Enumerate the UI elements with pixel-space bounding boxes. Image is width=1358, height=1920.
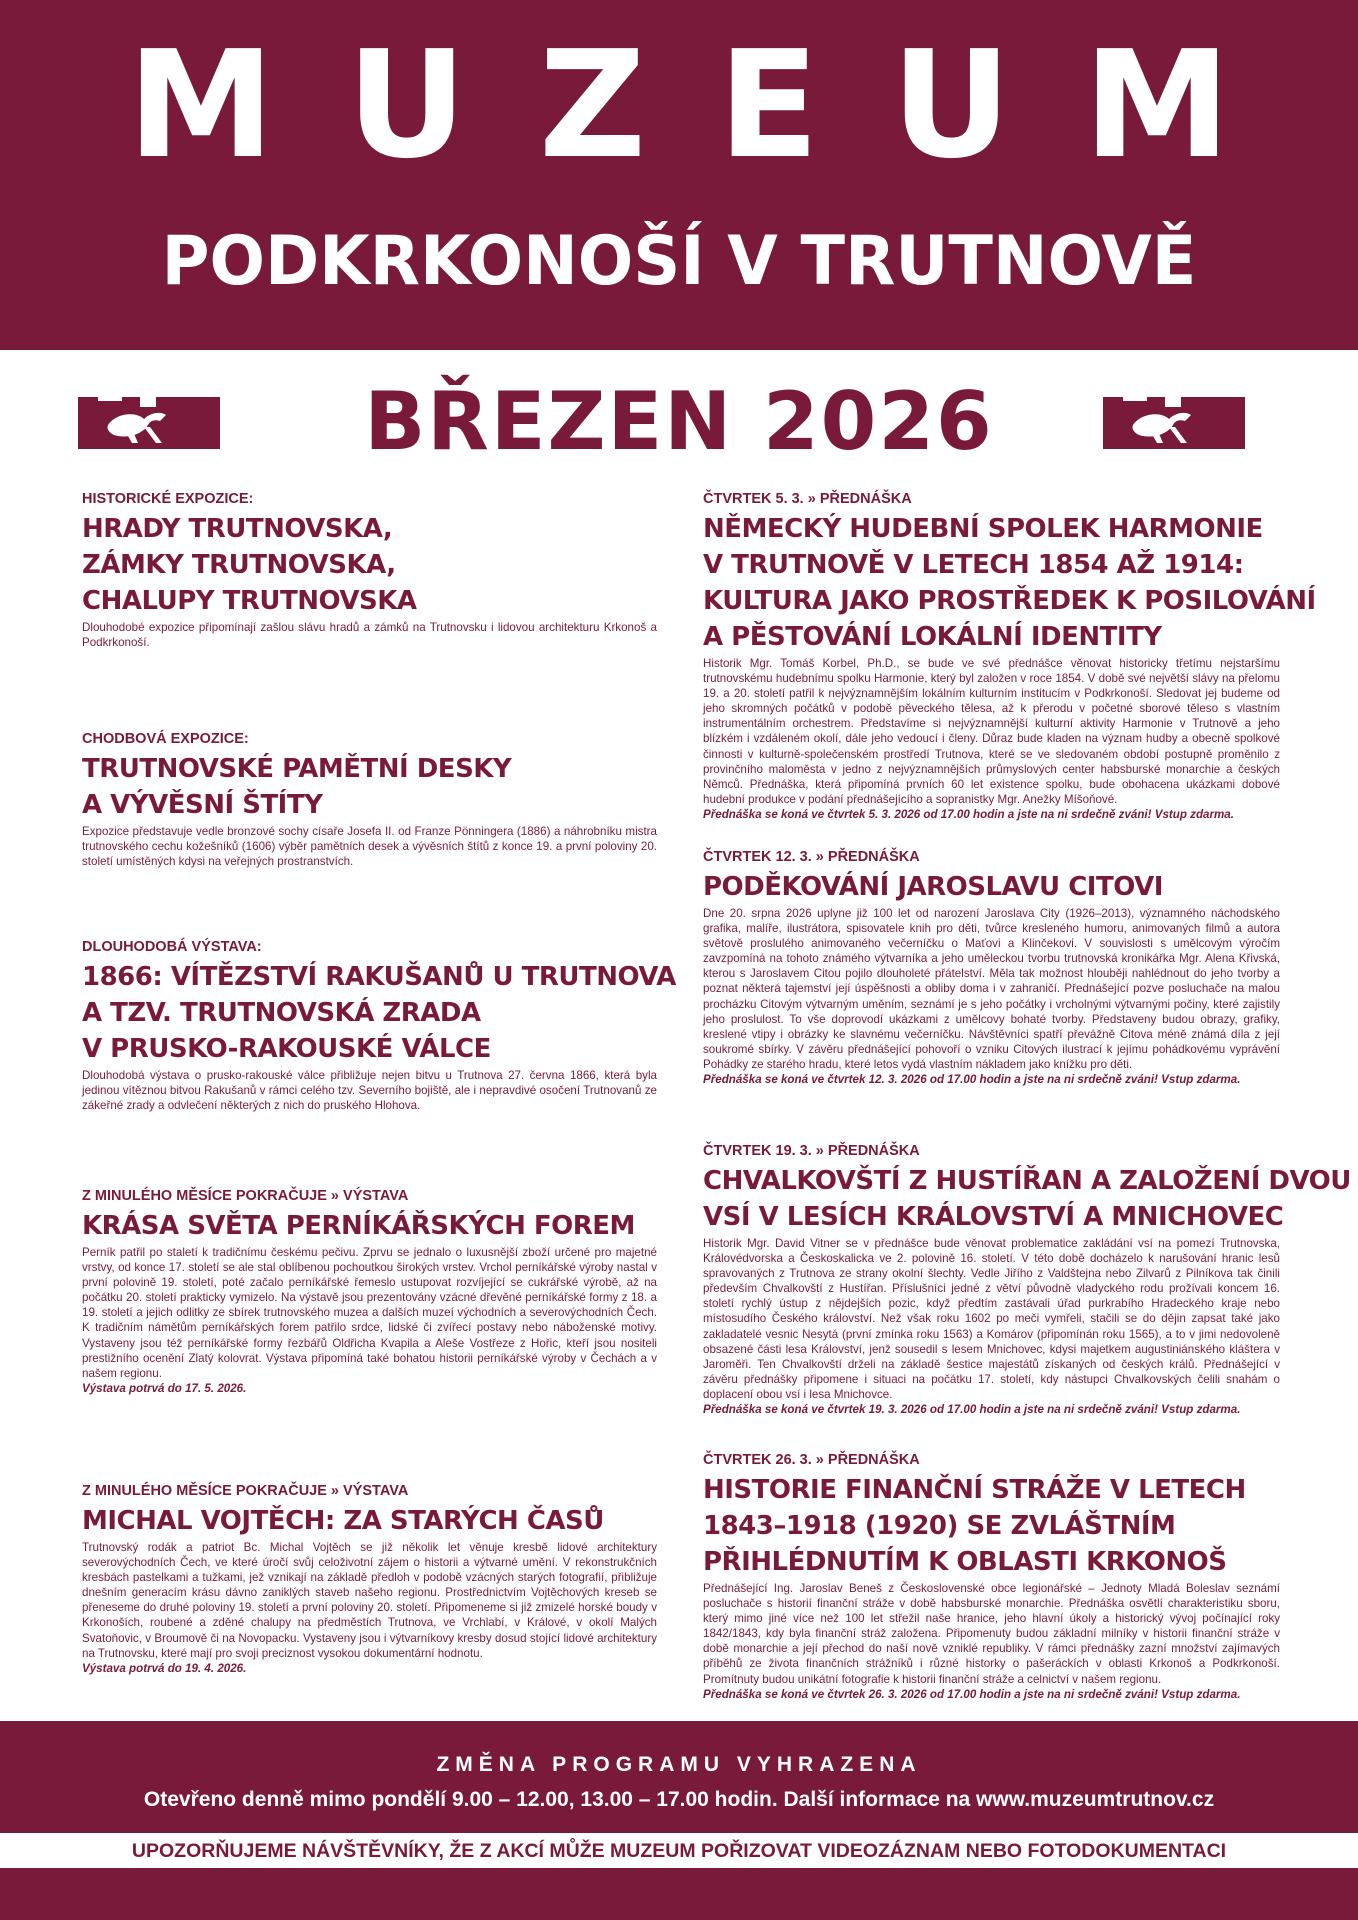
event-item [82, 1187, 657, 1396]
event-title-line: CHVALKOVŠTÍ Z HUSTÍŘAN A ZALOŽENÍ DVOU [703, 1166, 1351, 1196]
event-title [82, 1208, 657, 1244]
event-title [703, 1163, 1351, 1235]
event-description: Expozice představuje vedle bronzové sochy císaře Josefa II. od Franze Pönningera (1886) a náhrobníku mistra trutnovského cechu kožešníků (1606) výběr pamětních desek a vývěsních štítů z konce 19. a první poloviny 20. století umístěných kdysi na veřejných prostranstvích. [82, 825, 657, 869]
event-title [703, 869, 1280, 905]
event-kicker: HISTORICKÉ EXPOZICE: [82, 491, 254, 507]
event-note: Přednáška se koná ve čtvrtek 26. 3. 2026 od 17.00 hodin a jste na ni srdečně zváni! Vstup zdarma. [703, 1687, 1241, 1701]
event-note: Výstava potrvá do 19. 4. 2026. [82, 1661, 247, 1675]
event-title-line: 1866: VÍTĚZSTVÍ RAKUŠANŮ U TRUTNOVA [82, 962, 676, 992]
event-item [703, 1142, 1351, 1417]
bottom-bar [0, 1868, 1358, 1920]
event-description: Historik Mgr. David Vitner se v přednášce bude věnovat problematice zakládání vsí na pomezí Trutnovska, Královédvorska a Českoskalicka ve 2. polovině 16. století. V této době docházelo k narušování hranic lesů spravovaných z Trutnova ze strany okolní šlechty. Vedle Jiřího z Valdštejna nebo Zilvarů z Pilníkova tak činili především Chvalkovští z Hustířan. Příslušníci jedné z větví původně vladyckého rodu prožívali koncem 16. století rychlý ústup z nějdejších pozic, když předtím zastávali úřad purkrabího Hradeckého kraje nebo místosudího Českého království. Než však roku 1602 po meči vymřeli, stačili se do dějin zapsat také jako zakladatelé vesnic Nesytá (první zmínka roku 1563) a Komárov (připomínán roku 1565), a to v jimi nedovoleně obsazené části lesa Království, jenž sousedil s lesem Mnichovec, kdysi majetkem augustiniánského kláštera v Jaroměři. Ten Chvalkovští drželi na základě šestice majestátů získaných od českých králů. Přednášející v závěru přednášky připomene i situaci na počátku 17. století, kdy nástupci Chvalkovských čelili snahám o doplacení obou vsí i lesa Mnichovce. [703, 1237, 1280, 1401]
event-title-line: ZÁMKY TRUTNOVSKA, [82, 550, 396, 580]
event-title-line: PODĚKOVÁNÍ JAROSLAVU CITOVI [703, 872, 1163, 902]
event-kicker: ČTVRTEK 12. 3. » PŘEDNÁŠKA [703, 849, 920, 865]
museum-subtitle: PODKRKONOŠÍ V TRUTNOVĚ [161, 222, 1197, 301]
event-item [82, 938, 676, 1113]
event-title-line: CHALUPY TRUTNOVSKA [82, 586, 417, 616]
event-note: Přednáška se koná ve čtvrtek 12. 3. 2026 od 17.00 hodin a jste na ni srdečně zváni! Vstup zdarma. [703, 1073, 1241, 1087]
footer-banner [0, 1721, 1358, 1833]
event-title-line: 1843–1918 (1920) SE ZVLÁŠTNÍM [703, 1511, 1176, 1541]
event-note: Výstava potrvá do 17. 5. 2026. [82, 1381, 247, 1395]
event-item [703, 490, 1316, 822]
event-title-line: KRÁSA SVĚTA PERNÍKÁŘSKÝCH FOREM [82, 1211, 635, 1241]
event-kicker: Z MINULÉHO MĚSÍCE POKRAČUJE » VÝSTAVA [82, 1483, 409, 1499]
event-item [703, 848, 1280, 1087]
event-title-line: KULTURA JAKO PROSTŘEDEK K POSILOVÁNÍ [703, 586, 1316, 616]
event-description: Trutnovský rodák a patriot Bc. Michal Vojtěch se již několik let věnuje kresbě lidové architektury severovýchodních Čech, ve které úročí svůj celoživotní zájem o historii a výtvarné umění. V rekonstrukčních kresbách pastelkami a tužkami, jež vznikají na základě předloh v podobě vzácných starých fotografií, přibližuje dnešním generacím krásu dávno zaniklých staveb našeho regionu. Prostřednictvím Vojtěchových kreseb se přeneseme do druhé poloviny 19. století a první poloviny 20. století. Připomeneme si již zmizelé horské boudy v Krkonoších, roubené a zděné chalupy na předměstích Trutnova, ve Vrchlabí, v Králové, v okolí Malých Svatoňovic, v Broumově či na Novopacku. Vystaveny jsou i výtvarníkovy kresby dosud stojící lidové architektury na Trutnovsku, které mají pro svoji preciznost vysokou dokumentární hodnotu. [82, 1541, 657, 1660]
event-title [82, 1503, 657, 1539]
event-description: Dlouhodobá výstava o prusko-rakouské válce přibližuje nejen bitvu u Trutnova 27. června 1866, která byla jedinou vítěznou bitvou Rakušanů v rámci celého tzv. Severního bojiště, ale i nepravdivé osočení Trutnovanů ze zákeřné zrady a odvlečení některých z nich do pruského Hlohova. [82, 1069, 657, 1113]
event-title-line: A TZV. TRUTNOVSKÁ ZRADA [82, 998, 481, 1028]
event-item [703, 1451, 1280, 1702]
event-description: Historik Mgr. Tomáš Korbel, Ph.D., se bude ve své přednášce věnovat historicky třetímu nejstaršímu trutnovskému hudebnímu spolku Harmonie, který byl založen v roce 1854. V době své největší slávy na přelomu 19. a 20. století patřil k nejvýznamnějším lokálním kulturním institucím v Podkrkonoší. Sledovat jej budeme od jeho skromných počátků v podobě pěveckého tělesa, až k přerodu v početné sborové těleso s vlastním instrumentálním orchestrem. Představíme si nejvýznamnější kulturní aktivity Harmonie v Trutnově a jeho blízkém i vzdáleném okolí, dále jeho vedoucí i členy. Důraz bude kladen na význam hudby a obecně spolkové činnosti v kulturně-společenském prostředí Trutnova, které se ve sledovaném období postupně proměnilo z provinčního maloměsta v jedno z nejvýznamnějších průmyslových center habsburské monarchie a českých Němců. Přednáška, která připomíná prvních 60 let existence spolku, bude obohacena ukázkami dobové hudební produkce v podání přednášejícího a sopranistky Mgr. Anežky Míšoňové. [703, 657, 1280, 806]
event-title [82, 959, 676, 1067]
museum-title: MUZEUM [127, 19, 1303, 191]
event-title-line: VSÍ V LESÍCH KRÁLOVSTVÍ A MNICHOVEC [703, 1202, 1284, 1232]
event-title-line: V PRUSKO-RAKOUSKÉ VÁLCE [82, 1034, 491, 1064]
event-title-line: NĚMECKÝ HUDEBNÍ SPOLEK HARMONIE [703, 514, 1263, 544]
event-title [703, 511, 1316, 655]
event-title [82, 751, 657, 823]
event-kicker: ČTVRTEK 26. 3. » PŘEDNÁŠKA [703, 1452, 920, 1468]
event-description: Přednášející Ing. Jaroslav Beneš z Československé obce legionářské – Jednoty Mladá Boleslav seznámí posluchače s historií finanční stráže v době habsburské monarchie. Přednáška osvětlí charakteristiku sboru, který mimo jiné více než 100 let střežil naše hranice, jeho hlavní úkoly a historický vývoj počínající roky 1842/1843, kdy byla finanční stráž založena. Připomenuty budou základní milníky v historii finanční stráže v době monarchie a její přechod do naší nově vzniklé republiky. V rámci přednášky zazní množství zajímavých příběhů ze života finančních strážníků i různé historky o pašeráckích v oblasti Krkonoš a Podkrkonoší. Promítnuty budou unikátní fotografie k historii finanční stráže a celnictví v našem regionu. [703, 1582, 1280, 1686]
event-description: Dne 20. srpna 2026 uplyne již 100 let od narození Jaroslava City (1926–2013), významného náchodského grafika, malíře, ilustrátora, spisovatele knih pro děti, tvůrce kresleného humoru, animovaných filmů a autora světově proslulého animovaného večerníčku o Maťovi a Klinčekovi. V souvislosti s umělcovým výročím zavzpomíná na tohoto známého výtvarníka a jeho uměleckou tvorbu trutnovská kronikářka Mgr. Alena Křivská, kterou s Jaroslavem Citou pojilo dlouholeté přátelství. Měla tak možnost hlouběji nahlédnout do jeho tvorby a poznat některá tajemství její úspěšnosti a obliby doma i v zahraničí. Přednášející pozve posluchače na malou procházku Citovým výtvarným uměním, seznámí je s jeho počátky i vrcholnými výtvarnými počiny, které zajistily jeho proslulost. To vše doprovodí ukázkami z umělcovy bohaté tvorby. Představeny budou obrazy, grafiky, kreslené vtipy i obrázky ke slavnému večerníčku. Návštěvníci spatří převážně Citova méně známá díla z její soukromé sbírky. V závěru přednášející pohovoří o vzniku Citových ilustrací k jejímu pohádkovému vyprávění Pohádky ze starého hradu, které letos vydá vlastním nákladem jako knížku pro děti. [703, 907, 1280, 1071]
event-kicker: ČTVRTEK 5. 3. » PŘEDNÁŠKA [703, 491, 912, 507]
event-title-line: V TRUTNOVĚ V LETECH 1854 AŽ 1914: [703, 550, 1244, 580]
event-description: Dlouhodobé expozice připomínají zašlou slávu hradů a zámků na Trutnovsku i lidovou architekturu Krkonoš a Podkrkonoší. [82, 621, 657, 650]
event-title-line: TRUTNOVSKÉ PAMĚTNÍ DESKY [82, 754, 512, 784]
event-title [703, 1472, 1280, 1580]
event-item [82, 490, 657, 650]
opening-hours: Otevřeno denně mimo pondělí 9.00 – 12.00, 13.00 – 17.00 hodin. Další informace na www.muzeumtrutnov.cz [143, 1788, 1215, 1811]
event-note: Přednáška se koná ve čtvrtek 19. 3. 2026 od 17.00 hodin a jste na ni srdečně zváni! Vstup zdarma. [703, 1403, 1241, 1417]
event-title-line: A VÝVĚSNÍ ŠTÍTY [82, 790, 323, 820]
recording-notice: UPOZORŇUJEME NÁVŠTĚVNÍKY, ŽE Z AKCÍ MŮŽE MUZEUM POŘIZOVAT VIDEOZÁZNAM NEBO FOTODOKUMENTACI [131, 1840, 1227, 1862]
month-heading: BŘEZEN 2026 [364, 375, 994, 468]
event-title-line: HRADY TRUTNOVSKA, [82, 514, 393, 544]
event-kicker: ČTVRTEK 19. 3. » PŘEDNÁŠKA [703, 1143, 920, 1159]
header-banner [0, 0, 1358, 350]
program-change-note: ZMĚNA PROGRAMU VYHRAZENA [436, 1753, 922, 1776]
event-item [82, 730, 657, 869]
event-item [82, 1482, 657, 1676]
event-title-line: A PĚSTOVÁNÍ LOKÁLNÍ IDENTITY [703, 622, 1162, 652]
event-kicker: Z MINULÉHO MĚSÍCE POKRAČUJE » VÝSTAVA [82, 1188, 409, 1204]
event-kicker: CHODBOVÁ EXPOZICE: [82, 731, 249, 747]
event-title-line: MICHAL VOJTĚCH: ZA STARÝCH ČASŮ [82, 1506, 604, 1536]
event-description: Perník patřil po staletí k tradičnímu českému pečivu. Zprvu se jednalo o luxusnější zboží určené pro majetné vrstvy, od konce 17. století se ale stal oblíbenou pochoutkou širokých vrstev. Vrchol perníkářské výroby nastal v první polovině 19. století, poté začalo perníkářské řemeslo ustupovat rozvíjející se cukrářské výrobě, až na počátku 20. století prakticky vymizelo. Na výstavě jsou prezentovány vzácné dřevěné perníkářské formy z 18. a 19. století a jejich odlitky ze sbírek trutnovského muzea a dalších muzeí východních a severovýchodních Čech. K tradičním námětům perníkářských forem patřilo srdce, lidské či zvířecí postavy nebo náboženské motivy. Vystaveny jsou též perníkářské formy řezbářů Oldřicha Kvapila a Aleše Vostřeze z Hořic, kteří jsou nositeli prestižního ocenění Zlatý kolovrat. Výstava připomíná také bohatou historii perníkářské výroby v Čechách a v našem regionu. [82, 1246, 657, 1380]
event-title [82, 511, 657, 619]
event-title-line: PŘIHLÉDNUTÍM K OBLASTI KRKONOŠ [703, 1547, 1227, 1577]
event-title-line: HISTORIE FINANČNÍ STRÁŽE V LETECH [703, 1475, 1246, 1505]
event-note: Přednáška se koná ve čtvrtek 5. 3. 2026 od 17.00 hodin a jste na ni srdečně zváni! Vstup zdarma. [703, 807, 1234, 821]
event-kicker: DLOUHODOBÁ VÝSTAVA: [82, 939, 262, 955]
